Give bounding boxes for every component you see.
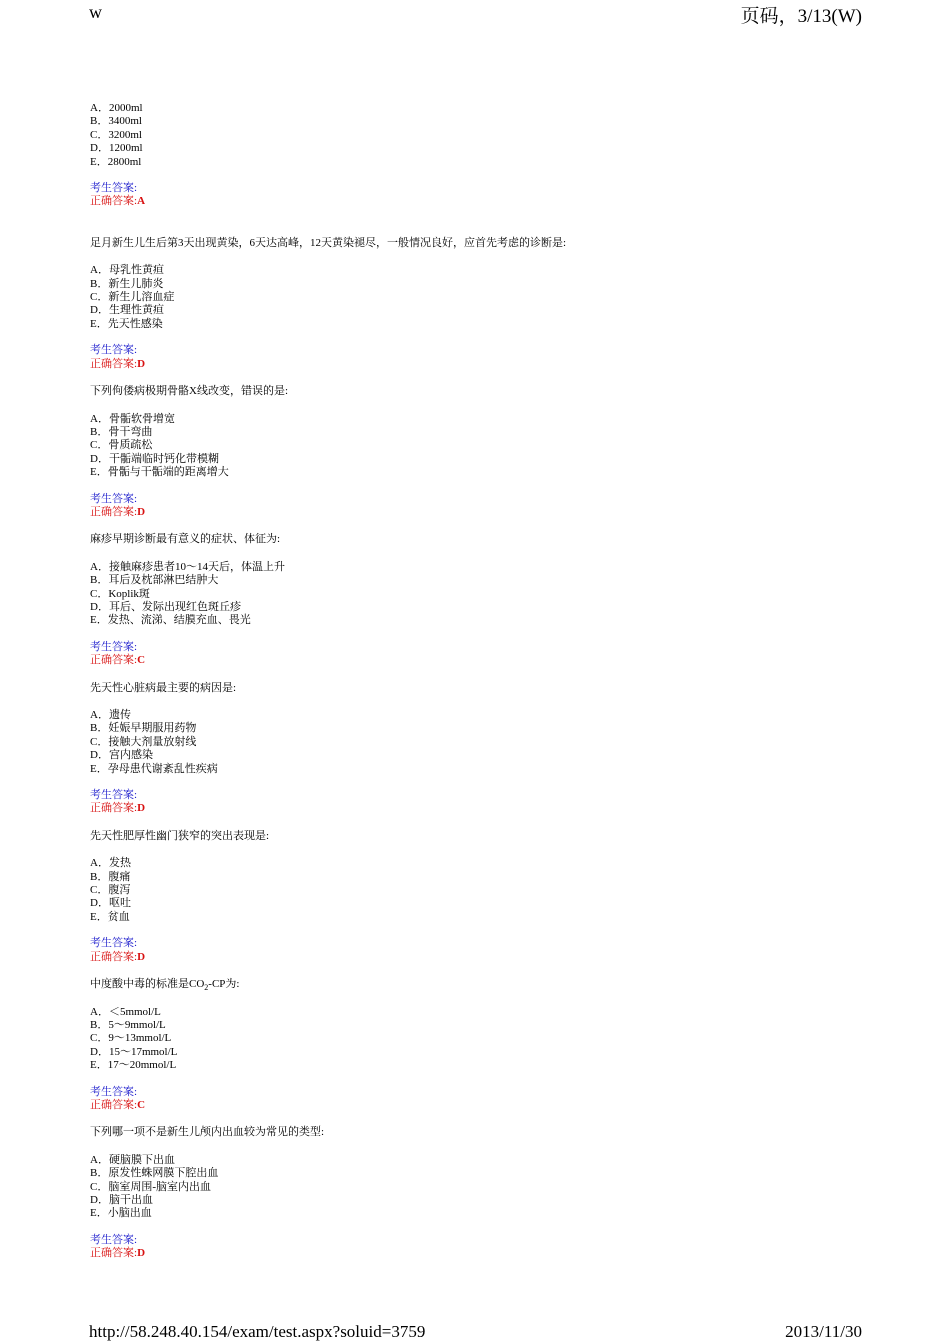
option: A．硬脑膜下出血 bbox=[90, 1153, 175, 1166]
question-block bbox=[90, 102, 850, 209]
correct-answer-value: D bbox=[137, 505, 146, 518]
option: D．宫内感染 bbox=[90, 749, 153, 762]
question-stem: 先天性肥厚性幽门狭窄的突出表现是: bbox=[90, 829, 270, 842]
option: E．小脑出血 bbox=[90, 1207, 152, 1220]
correct-answer-value: D bbox=[137, 950, 146, 963]
option: D．脑干出血 bbox=[90, 1193, 153, 1206]
correct-answer-value: D bbox=[137, 357, 146, 370]
student-answer-label: 考生答案: bbox=[90, 789, 138, 802]
option: D．生理性黄疸 bbox=[90, 304, 164, 317]
option: B．新生儿肺炎 bbox=[90, 277, 164, 290]
correct-answer bbox=[90, 654, 850, 667]
option: D．干骺端临时钙化带模糊 bbox=[90, 452, 219, 465]
footer-date: 2013/11/30 bbox=[785, 1322, 862, 1341]
option: C．接触大剂量放射线 bbox=[90, 735, 197, 748]
subscript: 2 bbox=[204, 983, 209, 993]
correct-answer-value: D bbox=[137, 802, 146, 815]
option: C．脑室周围-脑室内出血 bbox=[90, 1180, 211, 1193]
correct-answer-label: 正确答案: bbox=[90, 802, 138, 815]
correct-answer bbox=[90, 358, 850, 371]
option: D．耳后、发际出现红色斑丘疹 bbox=[90, 600, 241, 613]
answer-block bbox=[90, 493, 850, 520]
option: A．发热 bbox=[90, 857, 131, 870]
option: B．耳后及枕部淋巴结肿大 bbox=[90, 574, 219, 587]
option: B．腹痛 bbox=[90, 870, 131, 883]
correct-answer-value: D bbox=[137, 1247, 146, 1260]
option: E．孕母患代谢紊乱性疾病 bbox=[90, 762, 218, 775]
correct-answer bbox=[90, 802, 850, 815]
answer-block bbox=[90, 1086, 850, 1113]
correct-answer bbox=[90, 195, 850, 208]
question-block bbox=[90, 533, 850, 667]
student-answer-label: 考生答案: bbox=[90, 182, 138, 195]
option: A．＜5mmol/L bbox=[90, 1005, 161, 1018]
option: D．1200ml bbox=[90, 142, 143, 155]
answer-block bbox=[90, 937, 850, 964]
question-stem: 足月新生儿生后第3天出现黄染，6天达高峰，12天黄染褪尽，一般情况良好，应首先考虑的诊断是: bbox=[90, 236, 567, 249]
correct-answer bbox=[90, 506, 850, 519]
answer-block bbox=[90, 1234, 850, 1261]
correct-answer-label: 正确答案: bbox=[90, 195, 138, 208]
student-answer-label: 考生答案: bbox=[90, 492, 138, 505]
footer-url: http://58.248.40.154/exam/test.aspx?soluid=3759 bbox=[89, 1322, 426, 1341]
correct-answer-label: 正确答案: bbox=[90, 357, 138, 370]
option: B．妊娠早期服用药物 bbox=[90, 722, 197, 735]
option: B．3400ml bbox=[90, 115, 142, 128]
option: C．新生儿溶血症 bbox=[90, 291, 175, 304]
option: D．15～17mmol/L bbox=[90, 1045, 178, 1058]
answer-block bbox=[90, 344, 850, 371]
option: C．9～13mmol/L bbox=[90, 1032, 172, 1045]
header-left-text: w bbox=[89, 2, 102, 22]
option: E．先天性感染 bbox=[90, 317, 163, 330]
correct-answer-label: 正确答案: bbox=[90, 654, 138, 667]
correct-answer-label: 正确答案: bbox=[90, 1098, 138, 1111]
option: A．2000ml bbox=[90, 102, 143, 114]
correct-answer-value: C bbox=[137, 654, 146, 667]
question-block bbox=[90, 237, 850, 371]
correct-answer-value: A bbox=[137, 195, 146, 208]
option: C．腹泻 bbox=[90, 884, 131, 897]
student-answer-label: 考生答案: bbox=[90, 640, 138, 653]
option: C．3200ml bbox=[90, 128, 142, 141]
correct-answer bbox=[90, 1247, 850, 1260]
question-stem: 下列佝偻病极期骨骼X线改变，错误的是: bbox=[90, 385, 288, 398]
answer-block bbox=[90, 641, 850, 668]
student-answer-label: 考生答案: bbox=[90, 937, 138, 950]
answer-block bbox=[90, 789, 850, 816]
student-answer-label: 考生答案: bbox=[90, 1085, 138, 1098]
option: C．Koplik斑 bbox=[90, 587, 150, 600]
option: B．骨干弯曲 bbox=[90, 425, 153, 438]
option: B．原发性蛛网膜下腔出血 bbox=[90, 1167, 219, 1180]
question-block bbox=[90, 830, 850, 964]
option: A．接触麻疹患者10～14天后，体温上升 bbox=[90, 560, 285, 573]
correct-answer-label: 正确答案: bbox=[90, 950, 138, 963]
stem-text: 中度酸中毒的标准是CO bbox=[90, 978, 205, 991]
option: E．发热、流涕、结膜充血、畏光 bbox=[90, 614, 251, 627]
correct-answer bbox=[90, 1099, 850, 1112]
option: E．贫血 bbox=[90, 910, 130, 923]
question-block bbox=[90, 978, 850, 1112]
option: E．2800ml bbox=[90, 155, 142, 168]
student-answer-label: 考生答案: bbox=[90, 1233, 138, 1246]
question-stem: 先天性心脏病最主要的病因是: bbox=[90, 681, 237, 694]
stem-text: -CP为: bbox=[208, 978, 240, 991]
question-block bbox=[90, 682, 850, 816]
question-block bbox=[90, 1126, 850, 1260]
option: A．骨骺软骨增宽 bbox=[90, 412, 175, 425]
exam-content bbox=[90, 102, 850, 1275]
question-block bbox=[90, 385, 850, 519]
options-list bbox=[90, 102, 850, 169]
option: C．骨质疏松 bbox=[90, 439, 153, 452]
question-stem bbox=[90, 978, 850, 991]
page-number: 页码，3/13(W) bbox=[740, 6, 862, 27]
question-stem: 下列哪一项不是新生儿颅内出血较为常见的类型: bbox=[90, 1126, 325, 1139]
option: A．母乳性黄疸 bbox=[90, 264, 164, 277]
answer-block bbox=[90, 182, 850, 209]
option: E．17～20mmol/L bbox=[90, 1059, 177, 1072]
option: E．骨骺与干骺端的距离增大 bbox=[90, 466, 229, 479]
option: B．5～9mmol/L bbox=[90, 1018, 166, 1031]
correct-answer-label: 正确答案: bbox=[90, 505, 138, 518]
correct-answer-label: 正确答案: bbox=[90, 1247, 138, 1260]
option: D．呕吐 bbox=[90, 897, 131, 910]
correct-answer-value: C bbox=[137, 1098, 146, 1111]
correct-answer bbox=[90, 951, 850, 964]
option: A．遗传 bbox=[90, 709, 131, 721]
question-stem: 麻疹早期诊断最有意义的症状、体征为: bbox=[90, 533, 281, 546]
student-answer-label: 考生答案: bbox=[90, 344, 138, 357]
